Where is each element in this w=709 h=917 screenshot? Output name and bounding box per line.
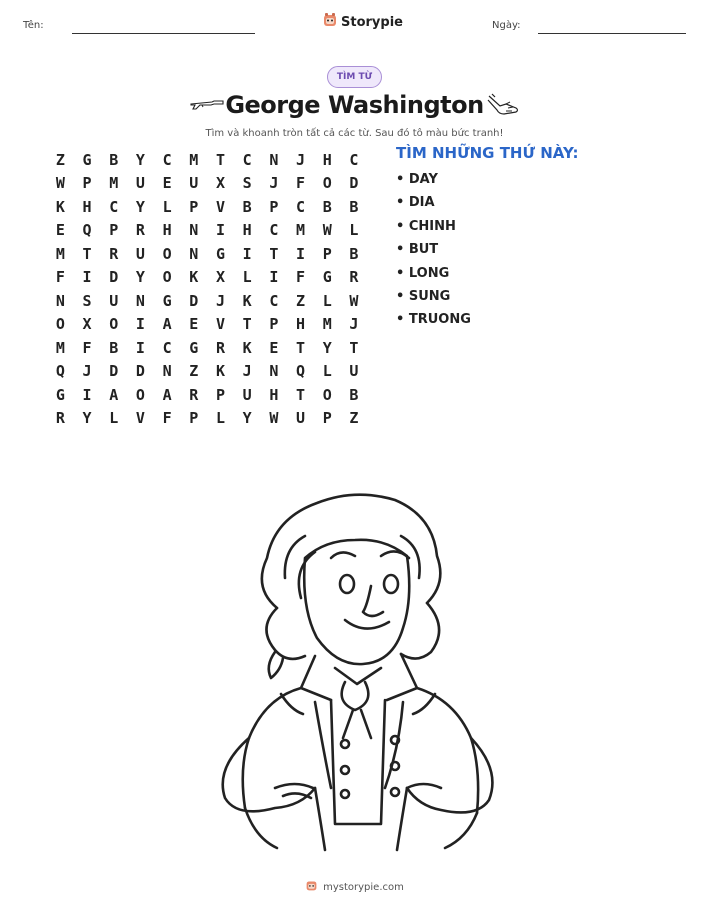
grid-cell[interactable]: Y (135, 150, 145, 169)
grid-cell[interactable]: L (215, 409, 225, 428)
grid-cell[interactable]: M (296, 221, 306, 240)
grid-cell[interactable]: G (322, 268, 332, 287)
grid-cell[interactable]: T (349, 338, 359, 357)
grid-cell[interactable]: U (109, 291, 119, 310)
grid-cell[interactable]: N (55, 291, 65, 310)
grid-cell[interactable]: G (189, 338, 199, 357)
list-item: • TRUONG (396, 312, 471, 328)
list-item: • BUT (396, 242, 439, 258)
grid-cell[interactable]: H (242, 221, 252, 240)
grid-cell[interactable]: C (296, 197, 306, 216)
grid-cell[interactable]: A (162, 315, 172, 334)
grid-cell[interactable]: W (55, 174, 65, 193)
grid-cell[interactable]: I (135, 315, 145, 334)
grid-cell[interactable]: G (55, 385, 65, 404)
grid-cell[interactable]: P (82, 174, 92, 193)
grid-cell[interactable]: D (189, 291, 199, 310)
grid-cell[interactable]: R (215, 338, 225, 357)
grid-cell[interactable]: E (55, 221, 65, 240)
grid-cell[interactable]: D (109, 268, 119, 287)
grid-cell[interactable]: M (55, 338, 65, 357)
grid-cell[interactable]: H (296, 315, 306, 334)
brand (322, 12, 403, 32)
grid-cell[interactable]: O (55, 315, 65, 334)
grid-cell[interactable]: C (242, 150, 252, 169)
grid-cell[interactable]: P (322, 244, 332, 263)
grid-cell[interactable]: Y (135, 197, 145, 216)
grid-cell[interactable]: T (215, 150, 225, 169)
grid-cell[interactable]: I (82, 385, 92, 404)
grid-cell[interactable]: N (162, 362, 172, 381)
grid-cell[interactable]: B (349, 385, 359, 404)
grid-cell[interactable]: K (55, 197, 65, 216)
grid-cell[interactable]: W (349, 291, 359, 310)
grid-cell[interactable]: G (162, 291, 172, 310)
grid-cell[interactable]: P (269, 315, 279, 334)
word-list (396, 171, 471, 335)
grid-cell[interactable]: I (215, 221, 225, 240)
grid-cell[interactable]: L (322, 362, 332, 381)
grid-cell[interactable]: O (322, 385, 332, 404)
storypie-logo-icon (322, 12, 338, 32)
grid-cell[interactable]: U (349, 362, 359, 381)
grid-cell[interactable]: A (162, 385, 172, 404)
grid-cell[interactable]: W (322, 221, 332, 240)
name-label: Tên: (23, 20, 44, 31)
footer (0, 879, 709, 895)
instructions: Tìm và khoanh tròn tất cả các từ. Sau đó tô màu bức tranh! (205, 128, 504, 139)
grid-cell[interactable]: Z (55, 150, 65, 169)
grid-cell[interactable]: H (269, 385, 279, 404)
grid-cell[interactable]: B (349, 244, 359, 263)
grid-cell[interactable]: J (349, 315, 359, 334)
grid-cell[interactable]: Y (82, 409, 92, 428)
grid-cell[interactable]: O (322, 174, 332, 193)
grid-cell[interactable]: N (189, 244, 199, 263)
grid-cell[interactable]: Z (349, 409, 359, 428)
grid-cell[interactable]: J (242, 362, 252, 381)
grid-cell[interactable]: T (296, 385, 306, 404)
grid-cell[interactable]: F (55, 268, 65, 287)
grid-cell[interactable]: U (189, 174, 199, 193)
grid-cell[interactable]: J (82, 362, 92, 381)
grid-cell[interactable]: B (322, 197, 332, 216)
grid-cell[interactable]: R (135, 221, 145, 240)
name-line[interactable] (72, 33, 255, 34)
grid-cell[interactable]: B (349, 197, 359, 216)
grid-cell[interactable]: L (109, 409, 119, 428)
grid-cell[interactable]: W (269, 409, 279, 428)
grid-cell[interactable]: E (269, 338, 279, 357)
list-item: • SUNG (396, 288, 451, 304)
grid-cell[interactable]: I (269, 268, 279, 287)
grid-cell[interactable]: I (242, 244, 252, 263)
grid-cell[interactable]: Z (296, 291, 306, 310)
find-heading: TÌM NHỮNG THỨ NÀY: (396, 144, 579, 162)
grid-cell[interactable]: D (135, 362, 145, 381)
grid-cell[interactable]: N (269, 362, 279, 381)
grid-cell[interactable]: M (55, 244, 65, 263)
word-search-badge: TÌM TỪ (327, 66, 382, 88)
grid-cell[interactable]: T (242, 315, 252, 334)
grid-cell[interactable]: Z (189, 362, 199, 381)
grid-cell[interactable]: M (189, 150, 199, 169)
grid-cell[interactable]: J (296, 150, 306, 169)
list-item: • DIA (396, 195, 435, 211)
grid-cell[interactable]: O (109, 315, 119, 334)
grid-cell[interactable]: K (215, 362, 225, 381)
grid-cell[interactable]: F (296, 174, 306, 193)
grid-cell[interactable]: B (109, 338, 119, 357)
footer-url[interactable]: mystorypie.com (323, 881, 404, 893)
grid-cell[interactable]: Q (82, 221, 92, 240)
grid-cell[interactable]: Q (296, 362, 306, 381)
grid-cell[interactable]: U (296, 409, 306, 428)
grid-cell[interactable]: L (162, 197, 172, 216)
grid-cell[interactable]: T (296, 338, 306, 357)
grid-cell[interactable]: J (215, 291, 225, 310)
grid-cell[interactable]: N (189, 221, 199, 240)
grid-cell[interactable]: C (162, 150, 172, 169)
grid-cell[interactable]: F (296, 268, 306, 287)
list-item: • LONG (396, 265, 450, 281)
grid-cell[interactable]: G (215, 244, 225, 263)
grid-cell[interactable]: O (162, 268, 172, 287)
grid-cell[interactable]: C (269, 221, 279, 240)
grid-cell[interactable]: K (242, 291, 252, 310)
grid-cell[interactable]: D (349, 174, 359, 193)
list-item: • DAY (396, 172, 438, 187)
grid-cell[interactable]: O (162, 244, 172, 263)
grid-cell[interactable]: V (135, 409, 145, 428)
grid-cell[interactable]: K (189, 268, 199, 287)
grid-cell[interactable]: I (135, 338, 145, 357)
grid-cell[interactable]: L (242, 268, 252, 287)
date-line[interactable] (538, 33, 686, 34)
grid-cell[interactable]: P (215, 385, 225, 404)
grid-cell[interactable]: H (322, 150, 332, 169)
grid-cell[interactable]: B (109, 150, 119, 169)
grid-cell[interactable]: B (242, 197, 252, 216)
grid-cell[interactable]: N (135, 291, 145, 310)
grid-cell[interactable]: S (242, 174, 252, 193)
grid-cell[interactable]: K (242, 338, 252, 357)
grid-cell[interactable]: M (322, 315, 332, 334)
grid-cell[interactable]: G (82, 150, 92, 169)
grid-cell[interactable]: P (189, 197, 199, 216)
grid-cell[interactable]: U (242, 385, 252, 404)
grid-cell[interactable]: L (322, 291, 332, 310)
grid-cell[interactable]: P (322, 409, 332, 428)
george-washington-illustration (205, 488, 505, 853)
grid-cell[interactable]: U (135, 174, 145, 193)
letter-grid (47, 148, 367, 430)
grid-cell[interactable]: X (215, 174, 225, 193)
grid-cell[interactable]: E (189, 315, 199, 334)
grid-cell[interactable]: E (162, 174, 172, 193)
grid-cell[interactable]: V (215, 197, 225, 216)
grid-cell[interactable]: F (162, 409, 172, 428)
grid-cell[interactable]: C (109, 197, 119, 216)
date-label: Ngày: (492, 20, 521, 31)
grid-cell[interactable]: P (109, 221, 119, 240)
grid-cell[interactable]: I (296, 244, 306, 263)
grid-cell[interactable]: R (189, 385, 199, 404)
grid-cell[interactable]: U (135, 244, 145, 263)
grid-cell[interactable]: I (82, 268, 92, 287)
grid-cell[interactable]: M (109, 174, 119, 193)
grid-cell[interactable]: P (189, 409, 199, 428)
grid-cell[interactable]: A (109, 385, 119, 404)
grid-cell[interactable]: R (55, 409, 65, 428)
grid-cell[interactable]: Q (55, 362, 65, 381)
list-item: • CHINH (396, 218, 456, 234)
grid-cell[interactable]: P (269, 197, 279, 216)
grid-cell[interactable]: D (109, 362, 119, 381)
grid-cell[interactable]: C (269, 291, 279, 310)
grid-cell[interactable]: O (135, 385, 145, 404)
grid-cell[interactable]: C (162, 338, 172, 357)
grid-cell[interactable]: V (215, 315, 225, 334)
grid-cell[interactable]: R (109, 244, 119, 263)
storypie-logo-icon (305, 879, 318, 895)
grid-cell[interactable]: X (82, 315, 92, 334)
grid-cell[interactable]: R (349, 268, 359, 287)
grid-cell[interactable]: Y (135, 268, 145, 287)
grid-cell[interactable]: F (82, 338, 92, 357)
grid-cell[interactable]: S (82, 291, 92, 310)
grid-cell[interactable]: T (82, 244, 92, 263)
grid-cell[interactable]: X (215, 268, 225, 287)
grid-cell[interactable]: C (349, 150, 359, 169)
grid-cell[interactable]: N (269, 150, 279, 169)
page-title: George Washington (225, 91, 484, 119)
grid-cell[interactable]: H (82, 197, 92, 216)
grid-cell[interactable]: H (162, 221, 172, 240)
grid-cell[interactable]: L (349, 221, 359, 240)
grid-cell[interactable]: Y (242, 409, 252, 428)
grid-cell[interactable]: T (269, 244, 279, 263)
brand-name: Storypie (341, 14, 403, 30)
grid-cell[interactable]: J (269, 174, 279, 193)
grid-cell[interactable]: Y (322, 338, 332, 357)
